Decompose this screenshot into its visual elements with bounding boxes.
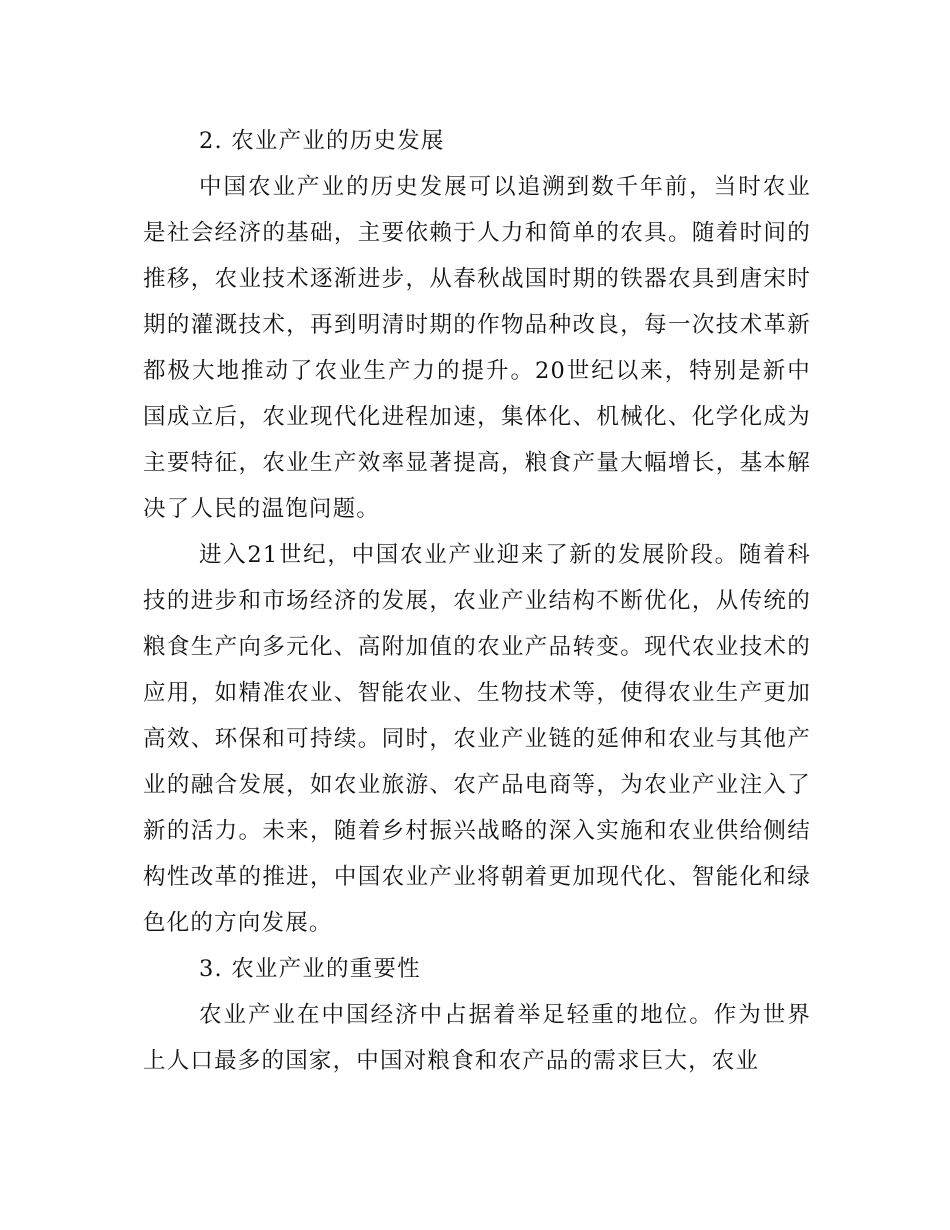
section-heading-history: 2. 农业产业的历史发展 — [199, 128, 445, 154]
document-body — [143, 118, 811, 1084]
paragraph-history-modern: 进入21世纪，中国农业产业迎来了新的发展阶段。随着科技的进步和市场经济的发展，农业产业结构不断优化，从传统的粮食生产向多元化、高附加值的农业产品转变。现代农业技术的应用，如精准农业、智能农业、生物技术等，使得农业生产更加高效、环保和可持续。同时，农业产业链的延伸和农业与其他产业的融合发展，如农业旅游、农产品电商等，为农业产业注入了新的活力。未来，随着乡村振兴战略的深入实施和农业供给侧结构性改革的推进，中国农业产业将朝着更加现代化、智能化和绿色化的方向发展。 — [143, 542, 811, 936]
section-heading-importance: 3. 农业产业的重要性 — [199, 956, 421, 982]
paragraph-history-ancient: 中国农业产业的历史发展可以追溯到数千年前，当时农业是社会经济的基础，主要依赖于人力和简单的农具。随着时间的推移，农业技术逐渐进步，从春秋战国时期的铁器农具到唐宋时期的灌溉技术，再到明清时期的作物品种改良，每一次技术革新都极大地推动了农业生产力的提升。20世纪以来，特别是新中国成立后，农业现代化进程加速，集体化、机械化、化学化成为主要特征，农业生产效率显著提高，粮食产量大幅增长，基本解决了人民的温饱问题。 — [143, 174, 811, 522]
paragraph-importance: 农业产业在中国经济中占据着举足轻重的地位。作为世界上人口最多的国家，中国对粮食和农产品的需求巨大，农业 — [143, 1002, 811, 1074]
